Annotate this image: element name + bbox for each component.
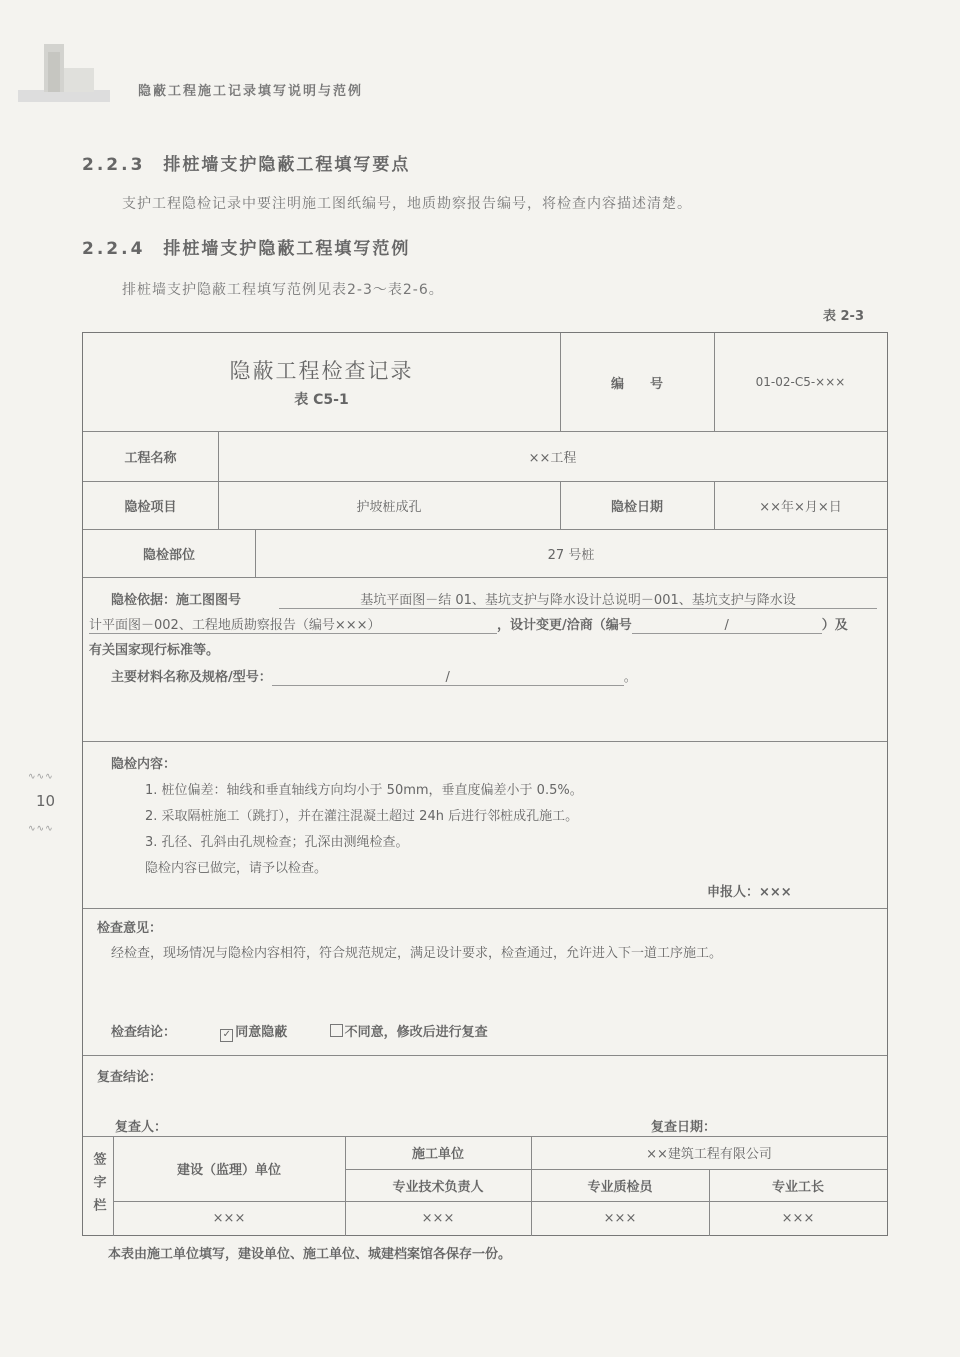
number-label: 编 号 [610,376,663,392]
page-decoration-bottom: ∿∿∿ [28,824,54,834]
conclusion-row: 检查结论： ✓ 同意隐蔽 不同意，修改后进行复查 [111,1025,488,1040]
sign-qc: 专业质检员 [587,1179,653,1195]
paragraph-224: 排桩墙支护隐蔽工程填写范例见表2-3～表2-6。 [122,282,444,298]
recheck-label: 复查结论： [97,1070,163,1085]
basis-label: 隐检依据：施工图图号 [111,593,242,608]
sign-foreman-value: ××× [781,1211,815,1226]
table-number: 表 2-3 [822,309,864,324]
sign-label: 签字栏 [90,1151,106,1221]
form-code: 表 C5-1 [294,392,349,408]
rechecker-label: 复查人： [115,1120,168,1135]
basis-drawings: 基坑平面图－结 01、基坑支护与降水设计总说明－001、基坑支护与降水设 [279,589,879,609]
item-value: 护坡桩成孔 [356,499,422,515]
sign-tech: 专业技术负责人 [392,1179,484,1195]
sign-company: ××建筑工程有限公司 [646,1147,772,1162]
footer-note: 本表由施工单位填写，建设单位、施工单位、城建档案馆各保存一份。 [108,1247,512,1262]
agree-option: 同意隐蔽 [235,1025,288,1040]
sign-contractor: 施工单位 [411,1147,464,1162]
page-decoration-top: ∿∿∿ [28,772,54,782]
form-title-block [83,333,560,431]
paragraph-223: 支护工程隐检记录中要注明施工图纸编号，地质勘察报告编号，将检查内容描述清楚。 [122,196,692,212]
location-label: 隐检部位 [142,547,195,563]
sign-qc-value: ××× [603,1211,637,1226]
content-item-1: 1. 桩位偏差：轴线和垂直轴线方向均小于 50mm，垂直度偏差小于 0.5%。 [145,783,583,798]
content-item-2: 2. 采取隔桩施工（跳打），并在灌注混凝土超过 24h 后进行邻桩成孔施工。 [145,809,579,824]
disagree-checkbox[interactable] [330,1024,343,1037]
section-heading-223: 2.2.3 排桩墙支护隐蔽工程填写要点 [82,155,411,175]
running-header: 隐蔽工程施工记录填写说明与范例 [138,84,364,99]
content-item-3: 3. 孔径、孔斜由孔规检查；孔深由测绳检查。 [145,835,409,850]
basis-line-2: 计平面图－002、工程地质勘察报告（编号×××） ，设计变更/洽商（编号 / ）及 [89,614,848,634]
section-heading-224: 2.2.4 排桩墙支护隐蔽工程填写范例 [82,239,411,259]
project-name-label: 工程名称 [124,450,177,466]
content-label: 隐检内容： [111,757,177,772]
applicant: 申报人：××× [707,885,792,900]
header-logo-icon [18,38,110,110]
recheck-date-label: 复查日期： [651,1120,717,1135]
date-value: ××年×月×日 [759,499,842,515]
date-label: 隐检日期 [610,499,663,515]
project-name-value: ××工程 [528,450,577,466]
content-item-4: 隐检内容已做完，请予以检查。 [145,861,328,876]
number-value: 01-02-C5-××× [755,375,846,389]
opinion-label: 检查意见： [97,921,163,936]
item-label: 隐检项目 [124,499,177,515]
sign-owner-value: ××× [212,1211,246,1226]
agree-checkbox[interactable]: ✓ [220,1029,233,1042]
material-row: 主要材料名称及规格/型号： / 。 [111,670,637,685]
sign-owner: 建设（监理）单位 [176,1163,281,1178]
page-number: 10 [36,792,56,810]
sign-foreman: 专业工长 [771,1179,824,1195]
location-value: 27 号桩 [547,547,595,563]
form-title: 隐蔽工程检查记录 [229,359,414,383]
sign-tech-value: ××× [421,1211,455,1226]
opinion-text: 经检查，现场情况与隐检内容相符，符合规范规定，满足设计要求，检查通过，允许进入下一道工序施工。 [111,946,723,961]
basis-line-3: 有关国家现行标准等。 [89,643,220,658]
disagree-option: 不同意，修改后进行复查 [344,1025,488,1040]
inspection-record-form [82,332,888,1236]
